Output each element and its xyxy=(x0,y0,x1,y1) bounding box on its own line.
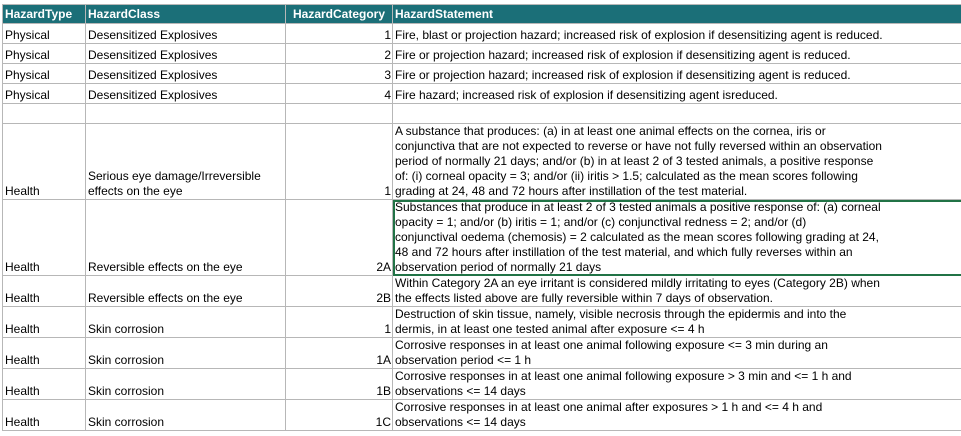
cell-hazard-class[interactable]: Skin corrosion xyxy=(86,400,286,431)
cell-hazard-category[interactable] xyxy=(286,104,393,124)
cell-hazard-class[interactable]: Skin corrosion xyxy=(86,338,286,369)
header-row xyxy=(3,5,961,24)
cell-hazard-category[interactable]: 1 xyxy=(286,124,393,200)
table-row-empty xyxy=(3,104,961,124)
cell-hazard-type[interactable]: Physical xyxy=(3,84,86,104)
table-row xyxy=(3,124,961,200)
table-row xyxy=(3,64,961,84)
cell-hazard-statement[interactable]: Corrosive responses in at least one animal following exposure <= 3 min during an observation period <= 1 h xyxy=(393,338,961,369)
cell-hazard-type[interactable]: Physical xyxy=(3,44,86,64)
header-hazard-class[interactable]: HazardClass xyxy=(86,5,286,24)
cell-hazard-category[interactable]: 1 xyxy=(286,24,393,44)
table-row xyxy=(3,369,961,400)
cell-hazard-class[interactable]: Desensitized Explosives xyxy=(86,24,286,44)
cell-hazard-statement[interactable]: Fire or projection hazard; increased risk of explosion if desensitizing agent is reduced. xyxy=(393,64,961,84)
cell-hazard-type[interactable]: Health xyxy=(3,124,86,200)
cell-hazard-type[interactable]: Health xyxy=(3,369,86,400)
cell-hazard-category[interactable]: 1A xyxy=(286,338,393,369)
table-row xyxy=(3,200,961,276)
cell-hazard-class[interactable] xyxy=(86,104,286,124)
cell-hazard-category[interactable]: 4 xyxy=(286,84,393,104)
cell-hazard-class[interactable]: Desensitized Explosives xyxy=(86,64,286,84)
table-row xyxy=(3,44,961,64)
cell-hazard-statement[interactable]: Fire or projection hazard; increased risk of explosion if desensitizing agent is reduced. xyxy=(393,44,961,64)
cell-hazard-category[interactable]: 2A xyxy=(286,200,393,276)
cell-hazard-category[interactable]: 2B xyxy=(286,276,393,307)
hazard-table xyxy=(2,4,961,431)
table-row xyxy=(3,307,961,338)
cell-hazard-statement[interactable] xyxy=(393,104,961,124)
cell-hazard-category[interactable]: 1 xyxy=(286,307,393,338)
table-row xyxy=(3,400,961,431)
cell-hazard-category[interactable]: 3 xyxy=(286,64,393,84)
header-hazard-statement[interactable]: HazardStatement xyxy=(393,5,961,24)
cell-hazard-type[interactable]: Health xyxy=(3,307,86,338)
cell-hazard-statement[interactable]: Corrosive responses in at least one animal following exposure > 3 min and <= 1 h and observations <= 14 days xyxy=(393,369,961,400)
cell-hazard-class[interactable]: Skin corrosion xyxy=(86,369,286,400)
cell-hazard-type[interactable]: Health xyxy=(3,200,86,276)
cell-hazard-category[interactable]: 1C xyxy=(286,400,393,431)
cell-hazard-statement[interactable]: Within Category 2A an eye irritant is considered mildly irritating to eyes (Category 2B) when the effects listed above are fully reversible within 7 days of observation. xyxy=(393,276,961,307)
table-row xyxy=(3,276,961,307)
cell-hazard-class[interactable]: Desensitized Explosives xyxy=(86,84,286,104)
cell-hazard-statement[interactable]: A substance that produces: (a) in at least one animal effects on the cornea, iris or conjunctiva that are not expected to reverse or have not fully reversed within an observation period of normally 21 days; and/or (b) in at least 2 of 3 tested animals, a positive response of: (i) corneal opacity = 3; and/or (ii) iritis > 1.5; calculated as the mean scores following grading at 24, 48 and 72 hours after instillation of the test material. xyxy=(393,124,961,200)
cell-hazard-type[interactable]: Health xyxy=(3,338,86,369)
table-row xyxy=(3,84,961,104)
table-row xyxy=(3,338,961,369)
cell-hazard-statement[interactable]: Corrosive responses in at least one animal after exposures > 1 h and <= 4 h and observations <= 14 days xyxy=(393,400,961,431)
cell-hazard-type[interactable]: Health xyxy=(3,400,86,431)
cell-hazard-category[interactable]: 1B xyxy=(286,369,393,400)
cell-hazard-class[interactable]: Reversible effects on the eye xyxy=(86,200,286,276)
cell-hazard-class[interactable]: Reversible effects on the eye xyxy=(86,276,286,307)
cell-hazard-type[interactable] xyxy=(3,104,86,124)
cell-hazard-type[interactable]: Physical xyxy=(3,64,86,84)
cell-hazard-statement[interactable]: Destruction of skin tissue, namely, visible necrosis through the epidermis and into the dermis, in at least one tested animal after exposure <= 4 h xyxy=(393,307,961,338)
cell-hazard-class[interactable]: Desensitized Explosives xyxy=(86,44,286,64)
cell-hazard-class[interactable]: Serious eye damage/Irreversible effects on the eye xyxy=(86,124,286,200)
table-row xyxy=(3,24,961,44)
header-hazard-type[interactable]: HazardType xyxy=(3,5,86,24)
cell-hazard-statement[interactable]: Fire, blast or projection hazard; increased risk of explosion if desensitizing agent is reduced. xyxy=(393,24,961,44)
cell-hazard-type[interactable]: Physical xyxy=(3,24,86,44)
header-hazard-category[interactable]: HazardCategory xyxy=(286,5,393,24)
cell-hazard-category[interactable]: 2 xyxy=(286,44,393,64)
cell-hazard-type[interactable]: Health xyxy=(3,276,86,307)
cell-hazard-statement[interactable]: Fire hazard; increased risk of explosion if desensitizing agent isreduced. xyxy=(393,84,961,104)
cell-hazard-statement-selected[interactable]: Substances that produce in at least 2 of 3 tested animals a positive response of: (a) corneal opacity = 1; and/or (b) iritis = 1; and/or (c) conjunctival redness = 2; and/or (d) conjunctival oedema (chemosis) = 2 calculated as the mean scores following grading at 24, 48 and 72 hours after instillation of the test material, and which fully reverses within an observation period of normally 21 days xyxy=(393,200,961,276)
cell-hazard-class[interactable]: Skin corrosion xyxy=(86,307,286,338)
